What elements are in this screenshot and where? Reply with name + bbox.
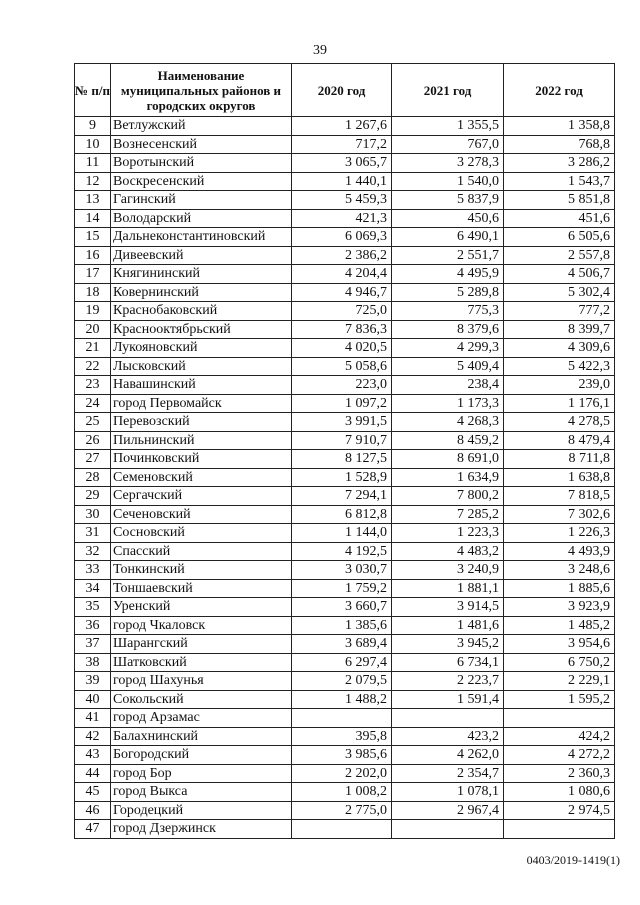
value-2022: 2 557,8 bbox=[504, 246, 615, 265]
value-2020: 717,2 bbox=[292, 135, 392, 154]
table-row bbox=[75, 690, 615, 709]
value-2022: 4 272,2 bbox=[504, 746, 615, 765]
value-2020: 1 008,2 bbox=[292, 783, 392, 802]
row-number: 14 bbox=[75, 209, 111, 228]
district-name: Дальнеконстантиновский bbox=[111, 228, 292, 247]
row-number: 26 bbox=[75, 431, 111, 450]
table-row bbox=[75, 672, 615, 691]
table-row bbox=[75, 727, 615, 746]
row-number: 27 bbox=[75, 450, 111, 469]
row-number: 13 bbox=[75, 191, 111, 210]
row-number: 42 bbox=[75, 727, 111, 746]
table-row bbox=[75, 783, 615, 802]
value-2021: 423,2 bbox=[392, 727, 504, 746]
value-2020: 4 192,5 bbox=[292, 542, 392, 561]
district-name: город Первомайск bbox=[111, 394, 292, 413]
table-row bbox=[75, 191, 615, 210]
value-2021: 7 285,2 bbox=[392, 505, 504, 524]
row-number: 11 bbox=[75, 154, 111, 173]
district-name: Тоншаевский bbox=[111, 579, 292, 598]
table-row bbox=[75, 283, 615, 302]
district-name: город Выкса bbox=[111, 783, 292, 802]
row-number: 15 bbox=[75, 228, 111, 247]
district-name: Сеченовский bbox=[111, 505, 292, 524]
value-2022: 5 422,3 bbox=[504, 357, 615, 376]
row-number: 33 bbox=[75, 561, 111, 580]
header-name: Наименование муниципальных районов и городских округов bbox=[111, 64, 292, 117]
table-row bbox=[75, 320, 615, 339]
district-name: Ковернинский bbox=[111, 283, 292, 302]
row-number: 43 bbox=[75, 746, 111, 765]
value-2022: 1 595,2 bbox=[504, 690, 615, 709]
value-2020: 4 204,4 bbox=[292, 265, 392, 284]
table-row bbox=[75, 228, 615, 247]
table-row bbox=[75, 265, 615, 284]
value-2022: 3 248,6 bbox=[504, 561, 615, 580]
district-name: Краснобаковский bbox=[111, 302, 292, 321]
row-number: 12 bbox=[75, 172, 111, 191]
value-2021: 1 223,3 bbox=[392, 524, 504, 543]
value-2020: 7 836,3 bbox=[292, 320, 392, 339]
value-2021 bbox=[392, 709, 504, 728]
row-number: 41 bbox=[75, 709, 111, 728]
table-row bbox=[75, 135, 615, 154]
value-2020: 3 689,4 bbox=[292, 635, 392, 654]
value-2020: 6 069,3 bbox=[292, 228, 392, 247]
value-2021: 450,6 bbox=[392, 209, 504, 228]
table-row bbox=[75, 524, 615, 543]
row-number: 18 bbox=[75, 283, 111, 302]
table-row bbox=[75, 746, 615, 765]
district-name: Починковский bbox=[111, 450, 292, 469]
row-number: 37 bbox=[75, 635, 111, 654]
district-name: Семеновский bbox=[111, 468, 292, 487]
value-2022: 8 399,7 bbox=[504, 320, 615, 339]
row-number: 25 bbox=[75, 413, 111, 432]
header-num: № п/п bbox=[75, 64, 111, 117]
district-name: город Шахунья bbox=[111, 672, 292, 691]
table-header bbox=[75, 64, 615, 117]
value-2020: 2 775,0 bbox=[292, 801, 392, 820]
value-2020: 1 488,2 bbox=[292, 690, 392, 709]
district-name: Перевозский bbox=[111, 413, 292, 432]
value-2021: 4 262,0 bbox=[392, 746, 504, 765]
value-2021: 4 299,3 bbox=[392, 339, 504, 358]
district-name: город Чкаловск bbox=[111, 616, 292, 635]
row-number: 46 bbox=[75, 801, 111, 820]
table-row bbox=[75, 117, 615, 136]
table-row bbox=[75, 413, 615, 432]
table-row bbox=[75, 154, 615, 173]
value-2022: 3 954,6 bbox=[504, 635, 615, 654]
page-number: 39 bbox=[313, 43, 327, 58]
district-name: Сосновский bbox=[111, 524, 292, 543]
row-number: 22 bbox=[75, 357, 111, 376]
value-2020: 3 065,7 bbox=[292, 154, 392, 173]
value-2021: 2 223,7 bbox=[392, 672, 504, 691]
row-number: 39 bbox=[75, 672, 111, 691]
value-2021: 1 078,1 bbox=[392, 783, 504, 802]
table-body bbox=[75, 117, 615, 839]
value-2020: 2 386,2 bbox=[292, 246, 392, 265]
value-2022: 1 226,3 bbox=[504, 524, 615, 543]
value-2020: 3 985,6 bbox=[292, 746, 392, 765]
row-number: 38 bbox=[75, 653, 111, 672]
value-2020: 6 297,4 bbox=[292, 653, 392, 672]
row-number: 9 bbox=[75, 117, 111, 136]
district-name: Уренский bbox=[111, 598, 292, 617]
row-number: 20 bbox=[75, 320, 111, 339]
value-2021: 1 634,9 bbox=[392, 468, 504, 487]
header-2021: 2021 год bbox=[392, 64, 504, 117]
district-name: Сергачский bbox=[111, 487, 292, 506]
value-2021: 5 409,4 bbox=[392, 357, 504, 376]
district-name: Вознесенский bbox=[111, 135, 292, 154]
district-name: город Дзержинск bbox=[111, 820, 292, 839]
value-2022: 239,0 bbox=[504, 376, 615, 395]
district-name: Богородский bbox=[111, 746, 292, 765]
value-2020: 395,8 bbox=[292, 727, 392, 746]
district-name: Навашинский bbox=[111, 376, 292, 395]
value-2020: 7 910,7 bbox=[292, 431, 392, 450]
value-2020: 1 440,1 bbox=[292, 172, 392, 191]
value-2022: 4 309,6 bbox=[504, 339, 615, 358]
value-2021: 5 289,8 bbox=[392, 283, 504, 302]
value-2021: 8 459,2 bbox=[392, 431, 504, 450]
table-row bbox=[75, 302, 615, 321]
value-2021: 6 490,1 bbox=[392, 228, 504, 247]
row-number: 16 bbox=[75, 246, 111, 265]
district-name: город Арзамас bbox=[111, 709, 292, 728]
value-2022 bbox=[504, 820, 615, 839]
value-2020: 421,3 bbox=[292, 209, 392, 228]
header-2022: 2022 год bbox=[504, 64, 615, 117]
value-2020: 1 097,2 bbox=[292, 394, 392, 413]
value-2021: 238,4 bbox=[392, 376, 504, 395]
table-row bbox=[75, 339, 615, 358]
value-2021: 4 483,2 bbox=[392, 542, 504, 561]
district-name: Шатковский bbox=[111, 653, 292, 672]
value-2021: 3 278,3 bbox=[392, 154, 504, 173]
district-name: Ветлужский bbox=[111, 117, 292, 136]
value-2020: 6 812,8 bbox=[292, 505, 392, 524]
district-name: Лукояновский bbox=[111, 339, 292, 358]
value-2022: 1 638,8 bbox=[504, 468, 615, 487]
district-name: Лысковский bbox=[111, 357, 292, 376]
district-name: Спасский bbox=[111, 542, 292, 561]
value-2022: 2 360,3 bbox=[504, 764, 615, 783]
district-name: Воротынский bbox=[111, 154, 292, 173]
row-number: 29 bbox=[75, 487, 111, 506]
row-number: 47 bbox=[75, 820, 111, 839]
table-row bbox=[75, 468, 615, 487]
value-2022: 1 543,7 bbox=[504, 172, 615, 191]
row-number: 35 bbox=[75, 598, 111, 617]
value-2022: 768,8 bbox=[504, 135, 615, 154]
value-2021: 7 800,2 bbox=[392, 487, 504, 506]
table-row bbox=[75, 579, 615, 598]
table-row bbox=[75, 709, 615, 728]
value-2021: 1 355,5 bbox=[392, 117, 504, 136]
value-2021: 1 173,3 bbox=[392, 394, 504, 413]
district-name: Шарангский bbox=[111, 635, 292, 654]
value-2021: 3 945,2 bbox=[392, 635, 504, 654]
value-2022: 4 278,5 bbox=[504, 413, 615, 432]
value-2020: 1 759,2 bbox=[292, 579, 392, 598]
value-2022: 2 974,5 bbox=[504, 801, 615, 820]
table-row bbox=[75, 505, 615, 524]
row-number: 40 bbox=[75, 690, 111, 709]
value-2022: 6 505,6 bbox=[504, 228, 615, 247]
value-2022: 5 302,4 bbox=[504, 283, 615, 302]
value-2021: 2 967,4 bbox=[392, 801, 504, 820]
value-2022: 8 479,4 bbox=[504, 431, 615, 450]
table-row bbox=[75, 209, 615, 228]
value-2020: 1 528,9 bbox=[292, 468, 392, 487]
value-2022: 3 286,2 bbox=[504, 154, 615, 173]
value-2021: 8 691,0 bbox=[392, 450, 504, 469]
row-number: 19 bbox=[75, 302, 111, 321]
value-2021: 8 379,6 bbox=[392, 320, 504, 339]
value-2020 bbox=[292, 820, 392, 839]
value-2020: 2 079,5 bbox=[292, 672, 392, 691]
table-row bbox=[75, 598, 615, 617]
district-name: Тонкинский bbox=[111, 561, 292, 580]
value-2022: 2 229,1 bbox=[504, 672, 615, 691]
value-2021: 2 354,7 bbox=[392, 764, 504, 783]
row-number: 10 bbox=[75, 135, 111, 154]
district-name: Володарский bbox=[111, 209, 292, 228]
district-name: Воскресенский bbox=[111, 172, 292, 191]
value-2021: 6 734,1 bbox=[392, 653, 504, 672]
row-number: 36 bbox=[75, 616, 111, 635]
value-2022: 1 176,1 bbox=[504, 394, 615, 413]
row-number: 31 bbox=[75, 524, 111, 543]
value-2022: 1 080,6 bbox=[504, 783, 615, 802]
row-number: 30 bbox=[75, 505, 111, 524]
value-2022: 6 750,2 bbox=[504, 653, 615, 672]
value-2021: 3 914,5 bbox=[392, 598, 504, 617]
table-row bbox=[75, 616, 615, 635]
value-2022: 1 885,6 bbox=[504, 579, 615, 598]
district-name: Княгининский bbox=[111, 265, 292, 284]
table-row bbox=[75, 487, 615, 506]
district-name: Балахнинский bbox=[111, 727, 292, 746]
value-2022: 5 851,8 bbox=[504, 191, 615, 210]
table-row bbox=[75, 764, 615, 783]
table-row bbox=[75, 542, 615, 561]
value-2022: 7 302,6 bbox=[504, 505, 615, 524]
value-2022: 7 818,5 bbox=[504, 487, 615, 506]
value-2021: 1 591,4 bbox=[392, 690, 504, 709]
table-row bbox=[75, 431, 615, 450]
row-number: 45 bbox=[75, 783, 111, 802]
table-row bbox=[75, 172, 615, 191]
value-2020: 4 946,7 bbox=[292, 283, 392, 302]
value-2022: 4 493,9 bbox=[504, 542, 615, 561]
table-row bbox=[75, 357, 615, 376]
district-name: Городецкий bbox=[111, 801, 292, 820]
district-name: Краснооктябрьский bbox=[111, 320, 292, 339]
subsidy-table bbox=[74, 63, 615, 839]
value-2022: 8 711,8 bbox=[504, 450, 615, 469]
district-name: Гагинский bbox=[111, 191, 292, 210]
row-number: 32 bbox=[75, 542, 111, 561]
value-2021: 1 540,0 bbox=[392, 172, 504, 191]
header-2020: 2020 год bbox=[292, 64, 392, 117]
value-2020: 7 294,1 bbox=[292, 487, 392, 506]
row-number: 17 bbox=[75, 265, 111, 284]
row-number: 21 bbox=[75, 339, 111, 358]
row-number: 34 bbox=[75, 579, 111, 598]
table-row bbox=[75, 246, 615, 265]
value-2022: 424,2 bbox=[504, 727, 615, 746]
value-2022: 3 923,9 bbox=[504, 598, 615, 617]
district-name: Сокольский bbox=[111, 690, 292, 709]
value-2021: 5 837,9 bbox=[392, 191, 504, 210]
value-2022: 451,6 bbox=[504, 209, 615, 228]
row-number: 28 bbox=[75, 468, 111, 487]
value-2021 bbox=[392, 820, 504, 839]
value-2020: 4 020,5 bbox=[292, 339, 392, 358]
value-2022: 4 506,7 bbox=[504, 265, 615, 284]
value-2020: 1 144,0 bbox=[292, 524, 392, 543]
value-2020: 3 030,7 bbox=[292, 561, 392, 580]
district-name: город Бор bbox=[111, 764, 292, 783]
value-2020: 725,0 bbox=[292, 302, 392, 321]
table-row bbox=[75, 376, 615, 395]
value-2021: 2 551,7 bbox=[392, 246, 504, 265]
table-row bbox=[75, 820, 615, 839]
table-row bbox=[75, 450, 615, 469]
value-2020: 3 660,7 bbox=[292, 598, 392, 617]
table-row bbox=[75, 561, 615, 580]
value-2022: 1 358,8 bbox=[504, 117, 615, 136]
value-2020 bbox=[292, 709, 392, 728]
value-2022: 1 485,2 bbox=[504, 616, 615, 635]
row-number: 44 bbox=[75, 764, 111, 783]
value-2021: 4 495,9 bbox=[392, 265, 504, 284]
value-2020: 3 991,5 bbox=[292, 413, 392, 432]
value-2021: 4 268,3 bbox=[392, 413, 504, 432]
value-2020: 1 385,6 bbox=[292, 616, 392, 635]
district-name: Дивеевский bbox=[111, 246, 292, 265]
value-2020: 1 267,6 bbox=[292, 117, 392, 136]
value-2022 bbox=[504, 709, 615, 728]
table-row bbox=[75, 801, 615, 820]
value-2020: 2 202,0 bbox=[292, 764, 392, 783]
value-2020: 223,0 bbox=[292, 376, 392, 395]
district-name: Пильнинский bbox=[111, 431, 292, 450]
value-2020: 8 127,5 bbox=[292, 450, 392, 469]
value-2020: 5 459,3 bbox=[292, 191, 392, 210]
value-2021: 3 240,9 bbox=[392, 561, 504, 580]
value-2020: 5 058,6 bbox=[292, 357, 392, 376]
table-row bbox=[75, 653, 615, 672]
document-code: 0403/2019-1419(1) bbox=[526, 853, 620, 867]
value-2021: 767,0 bbox=[392, 135, 504, 154]
value-2021: 1 881,1 bbox=[392, 579, 504, 598]
value-2022: 777,2 bbox=[504, 302, 615, 321]
table-row bbox=[75, 635, 615, 654]
row-number: 23 bbox=[75, 376, 111, 395]
value-2021: 775,3 bbox=[392, 302, 504, 321]
table-row bbox=[75, 394, 615, 413]
row-number: 24 bbox=[75, 394, 111, 413]
value-2021: 1 481,6 bbox=[392, 616, 504, 635]
